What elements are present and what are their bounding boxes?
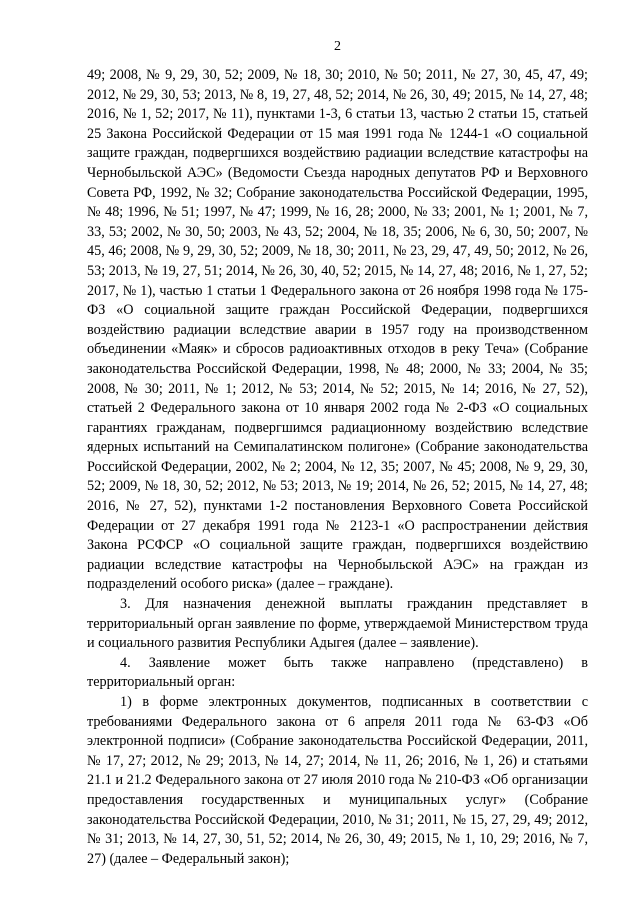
paragraph-subitem-1: 1) в форме электронных документов, подписанных в соответствии с требованиями Федерального закона от 6 апреля 2011 года № 63-ФЗ «Об электронной подписи» (Собрание законодательства Российской Федерации, 2011, № 17, 27; 2012, № 29; 2013, № 14, 27; 2014, № 11, 26; 2016, № 1, 26) и статьями 21.1 и 21.2 Федерального закона от 27 июля 2010 года № 210-ФЗ «Об организации предоставления государственных и муниципальных услуг» (Собрание законодательства Российской Федерации, 2010, № 31; 2011, № 15, 27, 29, 49; 2012, № 31; 2013, № 14, 27, 30, 51, 52; 2014, № 26, 30, 49; 2015, № 1, 10, 29; 2016, № 7, 27) (далее – Федеральный закон); (87, 694, 588, 867)
paragraph-item-3: 3. Для назначения денежной выплаты гражданин представляет в территориальный орган заявление по форме, утверждаемой Министерством труда и социального развития Республики Адыгея (далее – заявление). (87, 596, 588, 652)
paragraph-legal-references: 49; 2008, № 9, 29, 30, 52; 2009, № 18, 30; 2010, № 50; 2011, № 27, 30, 45, 47, 49; 2012, № 29, 30, 53; 2013, № 8, 19, 27, 48, 52; 2014, № 26, 30, 49; 2015, № 14, 27, 48; 2016, № 1, 52; 2017, № 11), пунктами 1-3, 6 статьи 13, частью 2 статьи 15, статьей 25 Закона Российской Федерации от 15 мая 1991 года № 1244-1 «О социальной защите граждан, подвергшихся воздействию радиации вследствие катастрофы на Чернобыльской АЭС» (Ведомости Съезда народных депутатов РФ и Верховного Совета РФ, 1992, № 32; Собрание законодательства Российской Федерации, 1995, № 48; 1996, № 51; 1997, № 47; 1999, № 16, 28; 2000, № 33; 2001, № 1; 2001, № 7, 33, 53; 2002, № 30, 50; 2003, № 43, 52; 2004, № 18, 35; 2006, № 6, 30, 50; 2007, № 45, 46; 2008, № 9, 29, 30, 52; 2009, № 18, 30; 2011, № 23, 29, 47, 49, 50; 2012, № 26, 53; 2013, № 19, 27, 51; 2014, № 26, 30, 40, 52; 2015, № 14, 27, 48; 2016, № 1, 27, 52; 2017, № 1), частью 1 статьи 1 Федерального закона от 26 ноября 1998 года № 175-ФЗ «О социальной защите граждан Российской Федерации, подвергшихся воздействию радиации вследствие аварии в 1957 году на производственном объединении «Маяк» и сбросов радиоактивных отходов в реку Теча» (Собрание законодательства Российской Федерации, 1998, № 48; 2000, № 33; 2004, № 35; 2008, № 30; 2011, № 1; 2012, № 53; 2014, № 52; 2015, № 14; 2016, № 27, 52), статьей 2 Федерального закона от 10 января 2002 года № 2-ФЗ «О социальных гарантиях гражданам, подвергшимся радиационному воздействию вследствие ядерных испытаний на Семипалатинском полигоне» (Собрание законодательства Российской Федерации, 2002, № 2; 2004, № 12, 35; 2007, № 45; 2008, № 9, 29, 30, 52; 2009, № 18, 30, 52; 2012, № 53; 2013, № 19; 2014, № 26, 52; 2015, № 14, 27, 48; 2016, № 27, 52), пунктами 1-2 постановления Верховного Совета Российской Федерации от 27 декабря 1991 года № 2123-1 «О распространении действия Закона РСФСР «О социальной защите граждан, подвергшихся воздействию радиации вследствие катастрофы на Чернобыльской АЭС» на граждан из подразделений особого риска» (далее – граждане). (87, 67, 588, 593)
paragraph-item-4: 4. Заявление может быть также направлено (представлено) в территориальный орган: (87, 654, 588, 691)
page-number: 2 (334, 39, 341, 54)
